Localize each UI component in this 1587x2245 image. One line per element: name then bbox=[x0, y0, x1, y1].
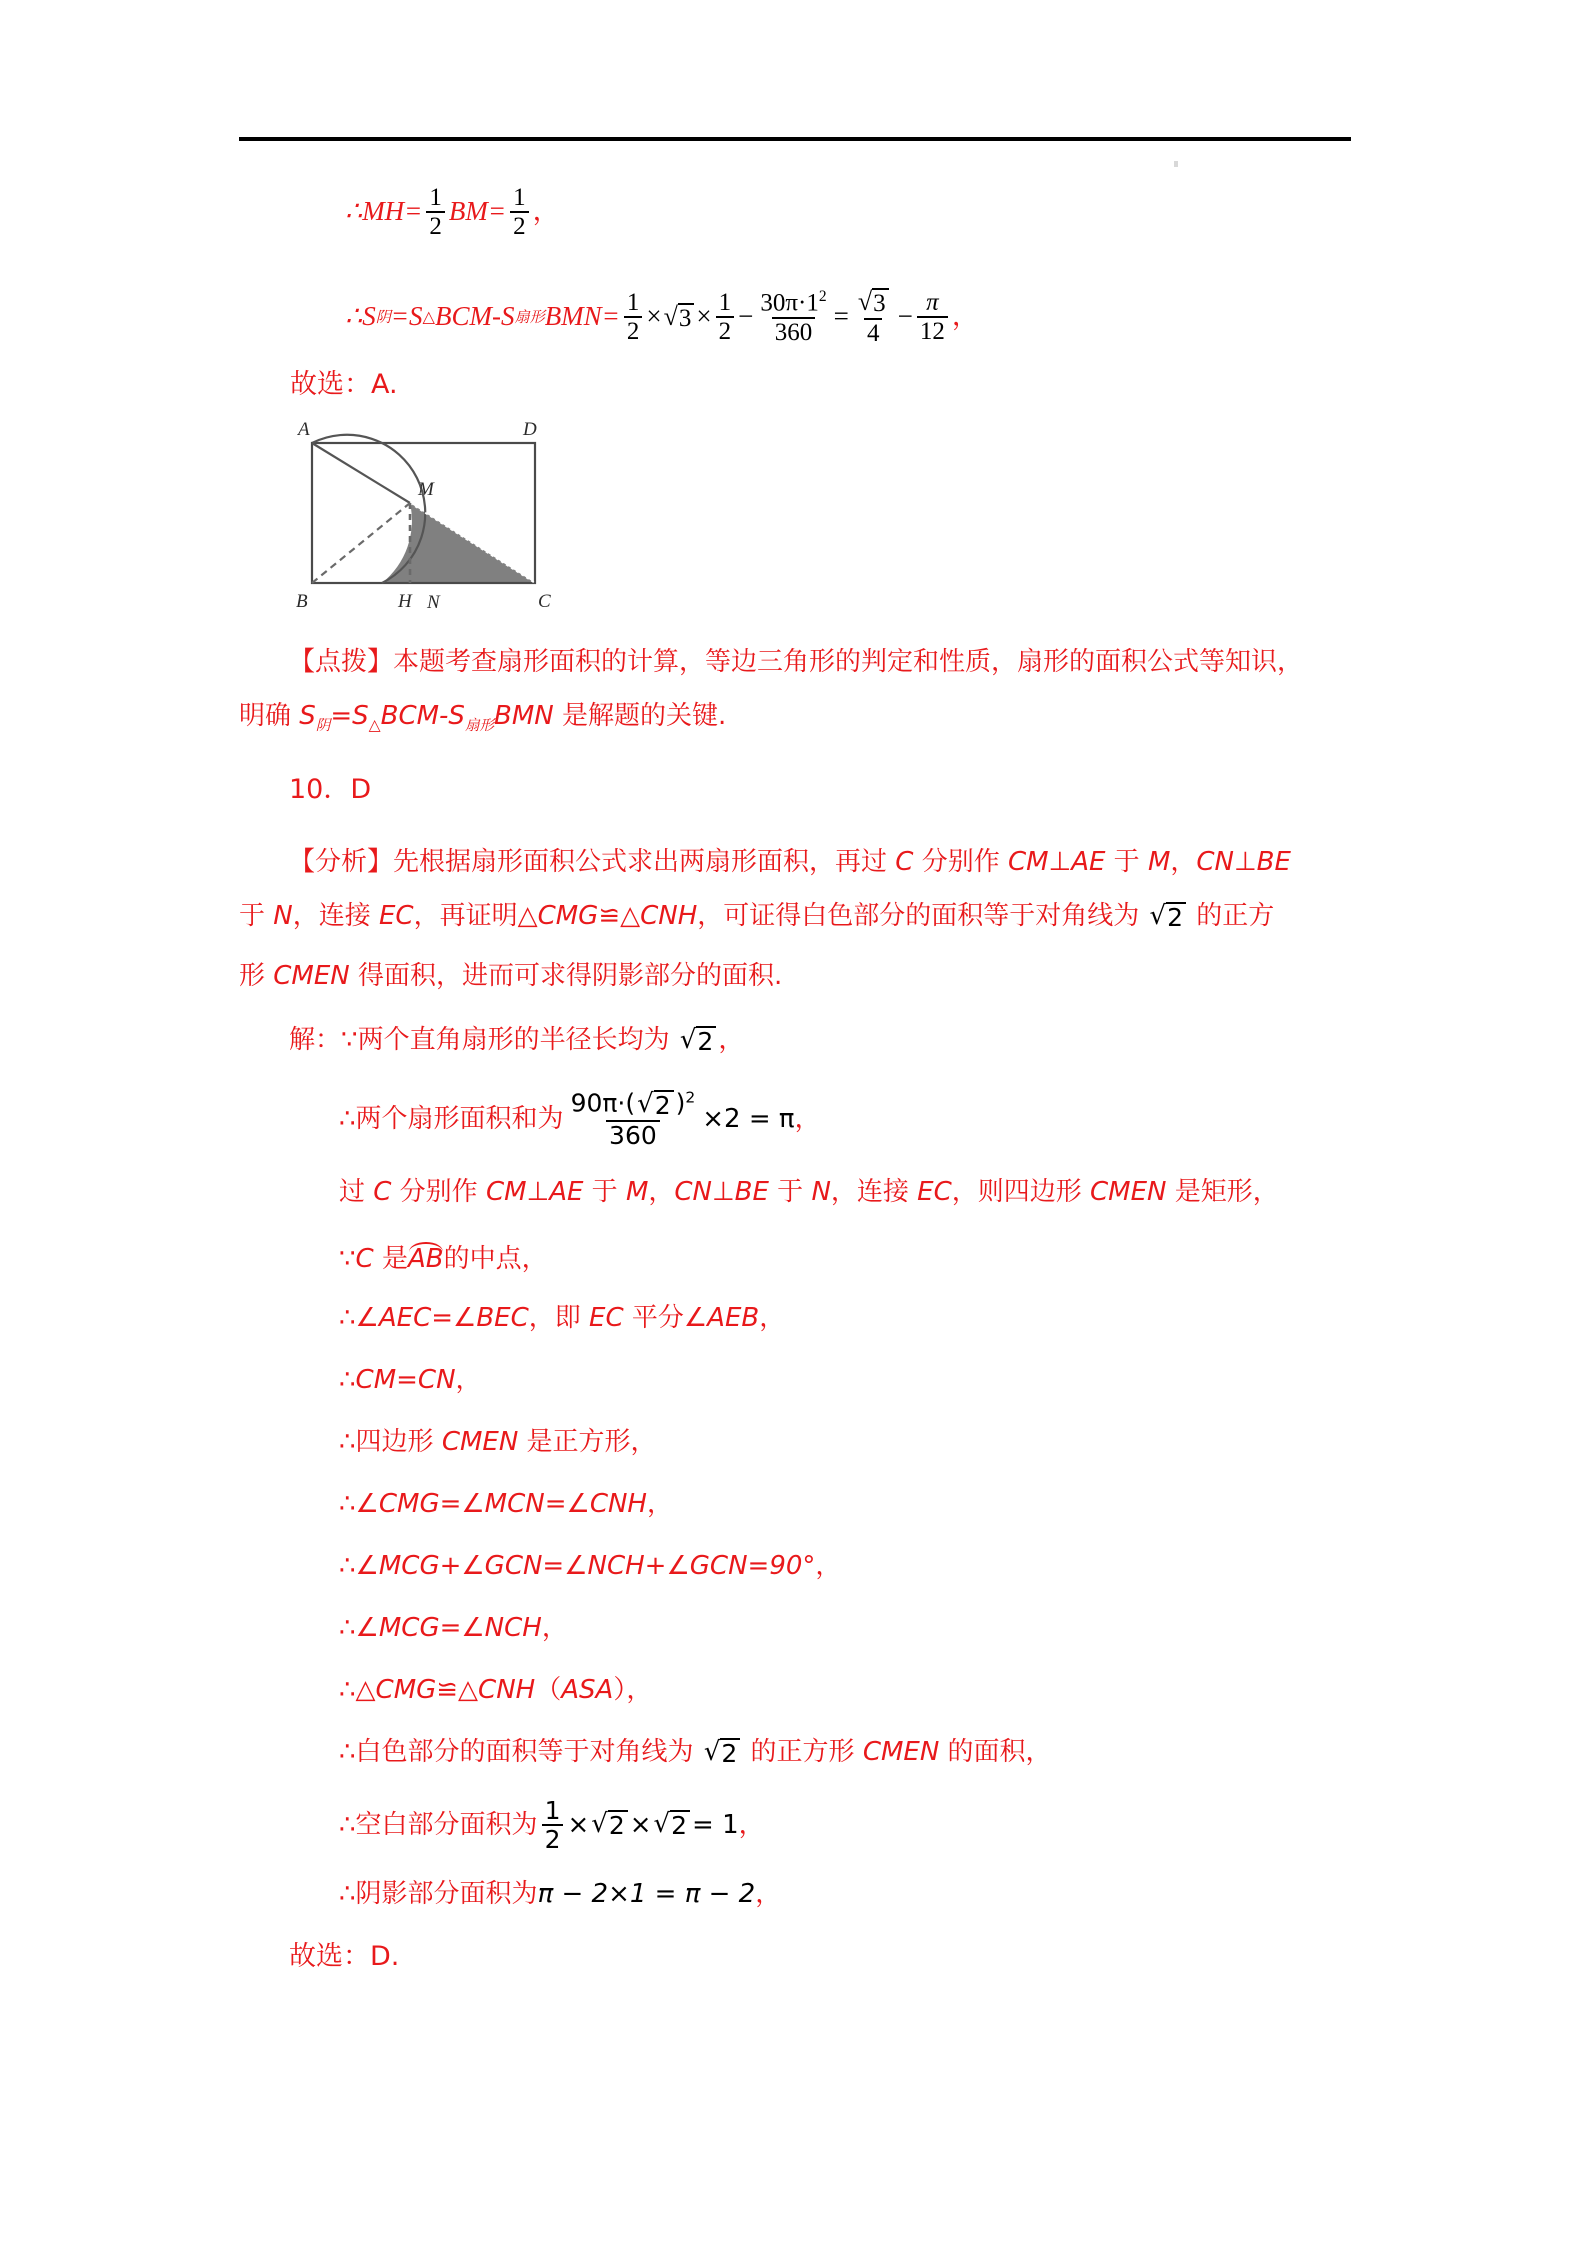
shaded-area-expression: π − 2×1 = π − 2 bbox=[537, 1879, 756, 1909]
fraction-numerator bbox=[568, 1090, 699, 1120]
fraction-denominator: 2 bbox=[426, 211, 445, 239]
hint-tag: 【点拨】 bbox=[289, 647, 394, 677]
fraction-denominator: 2 bbox=[542, 1824, 564, 1852]
because-symbol: ∵ bbox=[339, 1244, 356, 1274]
times-sign: × bbox=[629, 1809, 652, 1840]
mh-mid: BM= bbox=[448, 196, 507, 227]
step-3-construction bbox=[339, 1178, 1279, 1207]
fraction-denominator: 360 bbox=[606, 1120, 660, 1148]
radicand: 2 bbox=[1166, 902, 1186, 931]
point-n: N bbox=[273, 901, 293, 932]
comma: ， bbox=[951, 301, 979, 332]
fraction-sector-area bbox=[757, 289, 829, 344]
analysis-congruent: ≌△ bbox=[598, 901, 641, 932]
fraction-one-half-e bbox=[542, 1798, 564, 1852]
hint-text-1: 本题考查扇形面积的计算，等边三角形的判定和性质，扇形的面积公式等知识， bbox=[393, 647, 1304, 677]
radicand: 2 bbox=[670, 1810, 690, 1839]
therefore-symbol: ∴ bbox=[339, 1103, 356, 1134]
sqrt-2-f bbox=[654, 1810, 690, 1839]
bmn-term: BMN= bbox=[544, 301, 620, 332]
analysis-text-d: 于 bbox=[239, 901, 274, 932]
step-7-square bbox=[339, 1428, 657, 1457]
point-m: M bbox=[625, 1177, 649, 1207]
arc-ab-notation bbox=[408, 1242, 444, 1274]
step-2-sector-sum bbox=[339, 1088, 821, 1151]
analysis-comma: ， bbox=[1170, 847, 1197, 877]
radical-sign-icon: √ bbox=[591, 1809, 608, 1840]
fraction-one-half-b bbox=[510, 185, 529, 239]
analysis-text-f: ，再证明△ bbox=[413, 901, 538, 932]
cm-perp-ae: CM⊥AE bbox=[1007, 847, 1106, 877]
radicand: 3 bbox=[872, 288, 889, 317]
quad-cmen: CMEN bbox=[1090, 1177, 1167, 1207]
triangle-cmg: CMG bbox=[537, 901, 599, 932]
step-1-radius bbox=[289, 1026, 744, 1055]
step2-tail: ×2 = π bbox=[702, 1103, 795, 1134]
subscript-shadow: 阴 bbox=[375, 307, 391, 326]
fraction-denominator: 4 bbox=[864, 318, 883, 346]
subscript-sector: 扇形 bbox=[514, 307, 545, 326]
comma: ， bbox=[794, 1103, 821, 1134]
radicand: 3 bbox=[678, 303, 695, 332]
because-symbol: ∵ bbox=[341, 1025, 358, 1056]
analysis-line-1 bbox=[289, 848, 1291, 877]
angle-chain-1: ∠CMG=∠MCN=∠CNH bbox=[355, 1489, 647, 1519]
step-8-angles-equal bbox=[339, 1490, 673, 1519]
comma: ， bbox=[738, 1809, 765, 1840]
step-14-shaded-area bbox=[339, 1880, 781, 1909]
step-4-midpoint bbox=[339, 1242, 548, 1274]
subscript-shadow: 阴 bbox=[315, 717, 331, 735]
sqrt-3-a bbox=[664, 303, 695, 332]
sqrt-3-b bbox=[858, 288, 889, 317]
comma: ， bbox=[815, 1551, 842, 1581]
fraction-numerator bbox=[757, 289, 829, 316]
point-c: C bbox=[373, 1177, 392, 1207]
answer-line-9: 故选：A. bbox=[290, 369, 398, 400]
step-12-white-area bbox=[339, 1738, 1052, 1767]
therefore-symbol: ∴ bbox=[339, 1737, 356, 1768]
formula-shaded-area-line bbox=[345, 288, 979, 346]
equals-one: = 1 bbox=[692, 1809, 739, 1840]
label-N: N bbox=[427, 592, 440, 613]
label-H: H bbox=[398, 591, 412, 612]
comma: ， bbox=[532, 196, 560, 227]
fraction-one-half-c bbox=[624, 290, 643, 344]
sqrt-2-c bbox=[637, 1090, 673, 1119]
therefore-symbol: ∴ bbox=[345, 196, 363, 227]
mh-lhs: MH= bbox=[362, 196, 423, 227]
sqrt-2-a bbox=[1150, 902, 1186, 931]
label-C: C bbox=[538, 591, 551, 612]
s12-a: 白色部分的面积等于对角线为 bbox=[355, 1737, 702, 1768]
radicand: 2 bbox=[696, 1026, 716, 1055]
s3-i: 是矩形， bbox=[1166, 1177, 1279, 1207]
square-cmen: CMEN bbox=[862, 1737, 940, 1768]
s3-e: ， bbox=[648, 1177, 675, 1207]
radicand: 2 bbox=[608, 1810, 628, 1839]
equals-s: =S bbox=[330, 701, 369, 731]
bmn-term: BMN bbox=[494, 701, 554, 731]
fraction-denominator: 2 bbox=[716, 316, 735, 344]
therefore-symbol: ∴ bbox=[339, 1809, 356, 1840]
exponent: 2 bbox=[685, 1088, 696, 1107]
analysis-tag: 【分析】 bbox=[289, 847, 394, 877]
equals-sign: = bbox=[833, 301, 849, 332]
minus-sign: − bbox=[738, 301, 754, 332]
therefore-symbol: ∴ bbox=[345, 301, 363, 332]
area-symbol: S bbox=[299, 701, 316, 731]
numerator-text: 30π·1 bbox=[760, 289, 819, 317]
s7-b: 是正方形， bbox=[518, 1427, 657, 1457]
fraction-denominator: 2 bbox=[510, 211, 529, 239]
times-sign: × bbox=[567, 1809, 590, 1840]
step-9-angle-sum bbox=[339, 1552, 841, 1581]
therefore-symbol: ∴ bbox=[339, 1365, 356, 1395]
fraction-numerator: 1 bbox=[544, 1796, 561, 1825]
label-M: M bbox=[418, 479, 434, 500]
therefore-symbol: ∴ bbox=[339, 1675, 356, 1705]
angle-aeb: ∠AEB bbox=[683, 1303, 760, 1333]
step-6-cm-eq-cn bbox=[339, 1366, 482, 1395]
subscript-triangle: △ bbox=[368, 716, 381, 735]
analysis-text-g: ，可证得白色部分的面积等于对角线为 bbox=[697, 901, 1148, 932]
minus-sign: − bbox=[897, 301, 913, 332]
s5-c: 平分 bbox=[623, 1303, 684, 1333]
s3-g: ，连接 bbox=[830, 1177, 918, 1207]
cn-perp-be: CN⊥BE bbox=[674, 1177, 769, 1207]
sqrt-2-e bbox=[591, 1810, 627, 1839]
times-sign: × bbox=[696, 301, 712, 332]
s12-b: 的正方形 bbox=[742, 1737, 863, 1768]
paren-open: （ bbox=[535, 1675, 562, 1705]
step-10-angles-mcg-nch bbox=[339, 1614, 568, 1643]
paren-close: ）， bbox=[613, 1675, 653, 1705]
radical-sign-icon: √ bbox=[857, 287, 873, 316]
hint-line-2 bbox=[239, 702, 726, 734]
s4-a: 是 bbox=[373, 1244, 408, 1274]
cm-perp-ae: CM⊥AE bbox=[485, 1177, 584, 1207]
radical-sign-icon: √ bbox=[1149, 901, 1167, 931]
s12-c: 的面积， bbox=[939, 1737, 1052, 1768]
step-5-angle-bisector bbox=[339, 1304, 785, 1333]
s3-h: ，则四边形 bbox=[951, 1177, 1091, 1207]
s4-b: 的中点， bbox=[443, 1244, 548, 1274]
s3-d: 于 bbox=[583, 1177, 626, 1207]
analysis-text-b: 分别作 bbox=[913, 847, 1008, 877]
arc-label: AB bbox=[407, 1244, 444, 1274]
radicand: 2 bbox=[720, 1738, 740, 1767]
label-B: B bbox=[296, 591, 308, 612]
label-A: A bbox=[298, 419, 310, 440]
fraction-denominator: 2 bbox=[624, 316, 643, 344]
analysis-text-j: 得面积，进而可求得阴影部分的面积. bbox=[349, 961, 783, 991]
radical-sign-icon: √ bbox=[663, 301, 678, 331]
analysis-text-e: ，连接 bbox=[292, 901, 379, 932]
radical-sign-icon: √ bbox=[679, 1025, 697, 1055]
step1-text: 两个直角扇形的半径长均为 bbox=[357, 1025, 678, 1056]
bcm-term: BCM-S bbox=[380, 701, 465, 731]
fraction-numerator: π bbox=[926, 289, 939, 317]
fraction-one-half-a bbox=[426, 185, 445, 239]
fraction-numerator: 1 bbox=[513, 184, 526, 211]
header-artifact-speck bbox=[1174, 161, 1178, 167]
comma: ， bbox=[646, 1489, 673, 1519]
comma: ， bbox=[755, 1879, 782, 1909]
arc-a-to-n bbox=[312, 435, 425, 583]
point-n: N bbox=[811, 1177, 831, 1207]
subscript-triangle: △ bbox=[422, 308, 435, 327]
fraction-denominator: 12 bbox=[917, 316, 948, 344]
numerator-close: ) bbox=[675, 1088, 686, 1118]
segment-ec: EC bbox=[917, 1177, 952, 1207]
analysis-line-2 bbox=[239, 902, 1274, 931]
fraction-denominator: 360 bbox=[772, 317, 816, 345]
exponent: 2 bbox=[818, 288, 827, 306]
step-13-blank-area bbox=[339, 1798, 765, 1852]
fraction-pi-over-12 bbox=[917, 290, 948, 344]
quad-cmen: CMEN bbox=[441, 1427, 519, 1457]
s5-b: ，即 bbox=[528, 1303, 590, 1333]
fraction-sqrt3-over-4 bbox=[853, 288, 894, 346]
times-sign: × bbox=[646, 301, 662, 332]
s3-a: 过 bbox=[339, 1177, 374, 1207]
point-c: C bbox=[895, 847, 914, 877]
fraction-one-half-d bbox=[716, 290, 735, 344]
asa-criterion: ASA bbox=[561, 1675, 614, 1705]
equals-s: =S bbox=[390, 301, 423, 332]
question-number-10: 10．D bbox=[289, 774, 372, 805]
area-symbol: S bbox=[362, 301, 376, 332]
subscript-sector: 扇形 bbox=[464, 717, 495, 735]
analysis-text-a: 先根据扇形面积公式求出两扇形面积，再过 bbox=[393, 847, 896, 877]
segment-ec: EC bbox=[378, 901, 414, 932]
radical-sign-icon: √ bbox=[703, 1737, 721, 1767]
therefore-symbol: ∴ bbox=[339, 1613, 356, 1643]
therefore-symbol: ∴ bbox=[339, 1427, 356, 1457]
point-c: C bbox=[355, 1244, 374, 1274]
radicand: 2 bbox=[654, 1090, 674, 1119]
segment-ec: EC bbox=[589, 1303, 624, 1333]
analysis-text-h: 的正方 bbox=[1188, 901, 1275, 932]
s5-e: ， bbox=[759, 1303, 786, 1333]
point-m: M bbox=[1147, 847, 1171, 877]
numerator-lead: 90π·( bbox=[570, 1088, 636, 1118]
s3-b: 分别作 bbox=[391, 1177, 486, 1207]
square-cmen: CMEN bbox=[273, 961, 350, 991]
angle-aec-eq-bec: ∠AEC=∠BEC bbox=[355, 1303, 529, 1333]
analysis-text-c: 于 bbox=[1105, 847, 1148, 877]
fraction-numerator: 1 bbox=[718, 289, 732, 317]
cn-perp-be: CN⊥BE bbox=[1196, 847, 1291, 877]
angle-mcg-eq-nch: ∠MCG=∠NCH bbox=[355, 1613, 542, 1643]
fraction-numerator bbox=[853, 288, 894, 318]
hint-suffix: 是解题的关键. bbox=[553, 701, 727, 731]
geometry-figure-rectangle-abcd bbox=[290, 415, 590, 620]
s13-a: 空白部分面积为 bbox=[355, 1809, 538, 1840]
bcm-term: BCM-S bbox=[434, 301, 515, 332]
s7-a: 四边形 bbox=[355, 1427, 442, 1457]
fraction-numerator: 1 bbox=[429, 184, 442, 211]
hint-prefix: 明确 bbox=[239, 701, 300, 731]
solution-prefix: 解： bbox=[289, 1025, 342, 1056]
step-11-congruence bbox=[339, 1676, 652, 1705]
hint-line-1 bbox=[289, 648, 1303, 677]
therefore-symbol: ∴ bbox=[339, 1879, 356, 1909]
cm-equals-cn: CM=CN bbox=[355, 1365, 456, 1395]
triangle-cnh: CNH bbox=[640, 901, 698, 932]
analysis-text-i: 形 bbox=[239, 961, 274, 991]
header-rule bbox=[239, 137, 1351, 141]
s3-f: 于 bbox=[768, 1177, 812, 1207]
label-D: D bbox=[523, 419, 537, 440]
angle-chain-2: ∠MCG+∠GCN=∠NCH+∠GCN=90° bbox=[355, 1551, 816, 1581]
comma: ， bbox=[455, 1365, 482, 1395]
triangle-congruence: △CMG≌△CNH bbox=[355, 1675, 536, 1705]
sqrt-2-b bbox=[680, 1026, 716, 1055]
formula-mh-line bbox=[345, 185, 560, 239]
radical-sign-icon: √ bbox=[653, 1809, 671, 1840]
comma: ， bbox=[541, 1613, 568, 1643]
therefore-symbol: ∴ bbox=[339, 1489, 356, 1519]
step2-text: 两个扇形面积和为 bbox=[355, 1103, 564, 1134]
sqrt-2-d bbox=[704, 1738, 740, 1767]
shaded-region bbox=[382, 503, 535, 583]
radical-sign-icon: √ bbox=[637, 1089, 654, 1119]
analysis-line-3 bbox=[239, 962, 782, 991]
therefore-symbol: ∴ bbox=[339, 1551, 356, 1581]
answer-line-10: 故选：D. bbox=[289, 1941, 400, 1972]
s14-a: 阴影部分面积为 bbox=[355, 1879, 538, 1909]
comma: ， bbox=[718, 1025, 745, 1056]
fraction-numerator: 1 bbox=[626, 289, 640, 317]
therefore-symbol: ∴ bbox=[339, 1303, 356, 1333]
fraction-sector-sum bbox=[568, 1088, 699, 1151]
